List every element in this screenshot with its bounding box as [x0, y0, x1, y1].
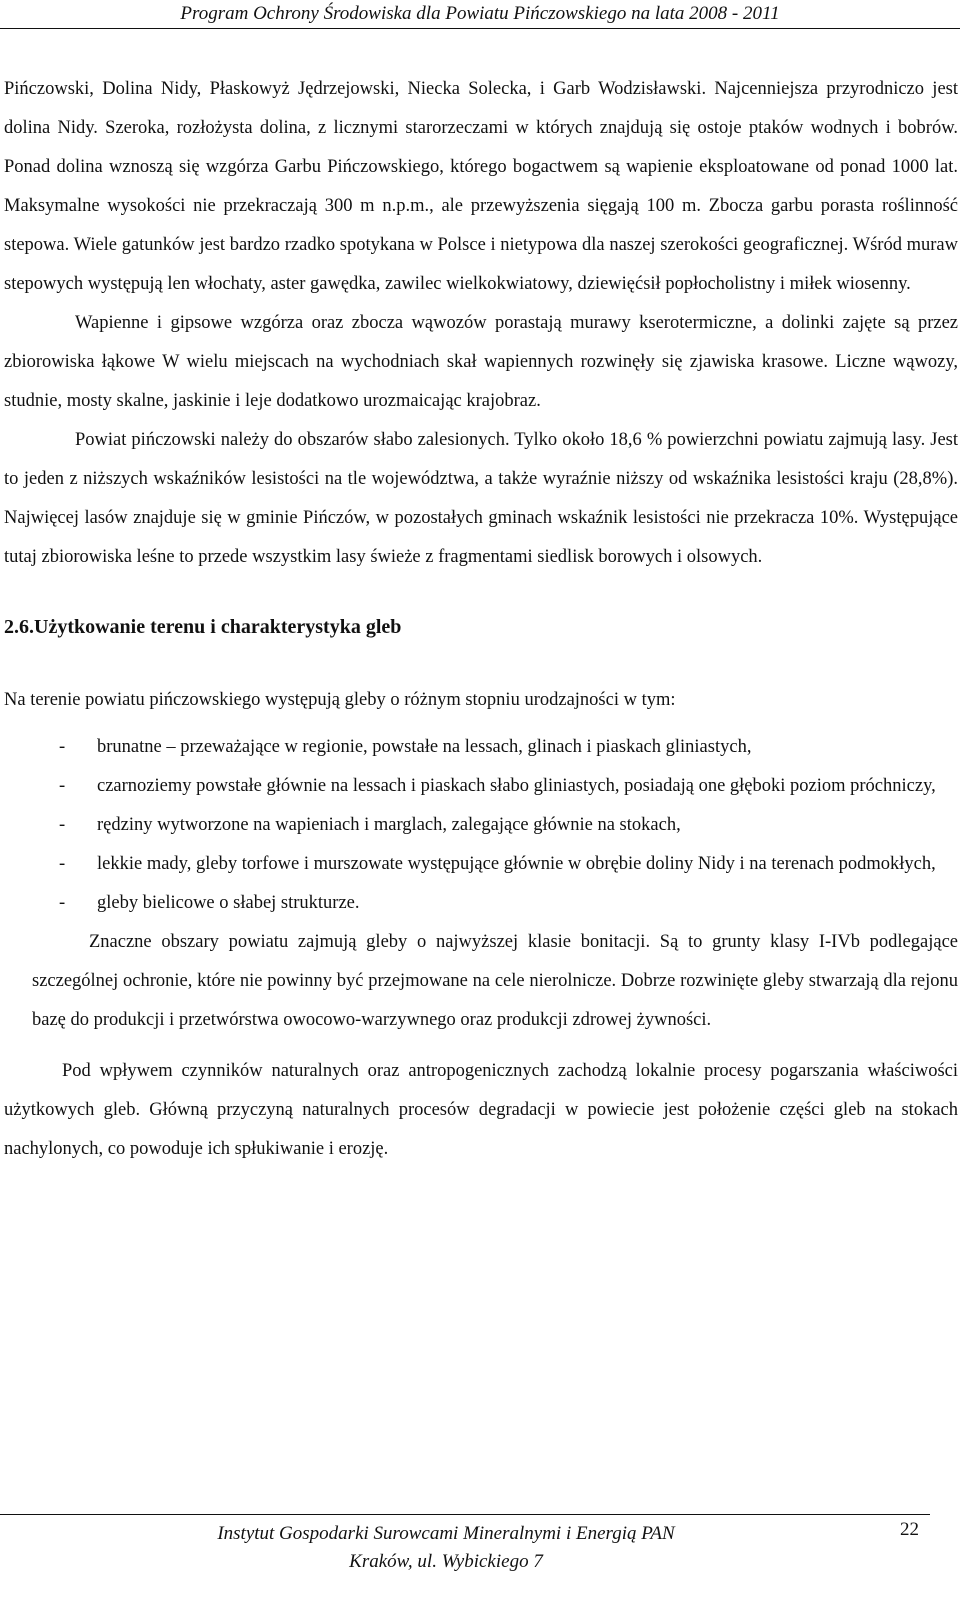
soil-types-list: [4, 728, 958, 923]
footer-address: Kraków, ul. Wybickiego 7: [349, 1551, 543, 1572]
section-intro: Na terenie powiatu pińczowskiego występują gleby o różnym stopniu urodzajności w tym:: [4, 690, 676, 710]
list-bullet: -: [59, 776, 66, 796]
page-content: [4, 70, 958, 1169]
list-item-text: lekkie mady, gleby torfowe i murszowate występujące głównie w obrębie doliny Nidy i na terenach podmokłych,: [97, 854, 936, 874]
footer-institute: Instytut Gospodarki Surowcami Mineralnymi i Energią PAN: [217, 1523, 675, 1544]
paragraph-karst: Wapienne i gipsowe wzgórza oraz zbocza wąwozów porastają murawy kserotermiczne, a dolinki zajęte są przez zbiorowiska łąkowe W wielu miejscach na wychodniach skał wapiennych rozwinęły się zjawiska krasowe. Liczne wąwozy, studnie, mosty skalne, jaskinie i leje dodatkowo urozmaicając krajobraz.: [4, 313, 958, 411]
header-divider: [0, 28, 960, 29]
running-header: Program Ochrony Środowiska dla Powiatu Pińczowskiego na lata 2008 - 2011: [180, 3, 780, 24]
footer-divider: [0, 1514, 930, 1515]
list-item: [4, 845, 958, 884]
list-bullet: -: [59, 854, 66, 874]
list-item: [4, 728, 958, 767]
list-item-text: rędziny wytworzone na wapieniach i marglach, zalegające głównie na stokach,: [97, 815, 681, 835]
list-item-text: czarnoziemy powstałe głównie na lessach i piaskach słabo gliniastych, posiadają one głęboki poziom próchniczy,: [97, 776, 936, 796]
list-bullet: -: [59, 737, 66, 757]
section-number: 2.6.: [4, 616, 34, 638]
list-bullet: -: [59, 893, 66, 913]
paragraph-bonitation: Znaczne obszary powiatu zajmują gleby o najwyższej klasie bonitacji. Są to grunty klasy I-IVb podlegające szczególnej ochronie, które nie powinny być przejmowane na cele nierolnicze. Dobrze rozwinięte gleby stwarzają dla rejonu bazę do produkcji i przetwórstwa owocowo-warzywnego oraz produkcji zdrowej żywności.: [32, 932, 958, 1030]
list-item: [4, 884, 958, 923]
page-number: 22: [900, 1519, 919, 1540]
list-item-text: brunatne – przeważające w regionie, powstałe na lessach, glinach i piaskach gliniastych,: [97, 737, 752, 757]
list-item: [4, 767, 958, 806]
paragraph-landscape: Pińczowski, Dolina Nidy, Płaskowyż Jędrzejowski, Niecka Solecka, i Garb Wodzisławski. Najcenniejsza przyrodniczo jest dolina Nidy. Szeroka, rozłożysta dolina, z licznymi starorzeczami w których znajdują się ostoje ptaków wodnych i bobrów. Ponad dolina wznoszą się wzgórza Garbu Pińczowskiego, którego bogactwem są wapienie eksploatowane od ponad 1000 lat. Maksymalne wysokości nie przekraczają 300 m n.p.m., ale przewyższenia sięgają 100 m. Zbocza garbu porasta roślinność stepowa. Wiele gatunków jest bardzo rzadko spotykana w Polsce i nietypowa dla naszej szerokości geograficznej. Wśród muraw stepowych występują len włochaty, aster gawędka, zawilec wielkokwiatowy, dziewięćsił popłocholistny i miłek wiosenny.: [4, 79, 958, 294]
running-footer: [0, 1520, 892, 1576]
list-item: [4, 806, 958, 845]
list-bullet: -: [59, 815, 66, 835]
section-title: Użytkowanie terenu i charakterystyka gleb: [34, 616, 402, 638]
section-heading: [4, 611, 958, 643]
list-item-text: gleby bielicowe o słabej strukturze.: [97, 893, 360, 913]
paragraph-forests: Powiat pińczowski należy do obszarów słabo zalesionych. Tylko około 18,6 % powierzchni powiatu zajmują lasy. Jest to jeden z niższych wskaźników lesistości na tle województwa, a także wyraźnie niższy od wskaźnika lesistości kraju (28,8%). Najwięcej lasów znajduje się w gminie Pińczów, w pozostałych gminach wskaźnik lesistości nie przekracza 10%. Występujące tutaj zbiorowiska leśne to przede wszystkim lasy świeże z fragmentami siedlisk borowych i olsowych.: [4, 430, 958, 567]
paragraph-degradation: Pod wpływem czynników naturalnych oraz antropogenicznych zachodzą lokalnie procesy pogarszania właściwości użytkowych gleb. Główną przyczyną naturalnych procesów degradacji w powiecie jest położenie części gleb na stokach nachylonych, co powoduje ich spłukiwanie i erozję.: [4, 1061, 958, 1159]
